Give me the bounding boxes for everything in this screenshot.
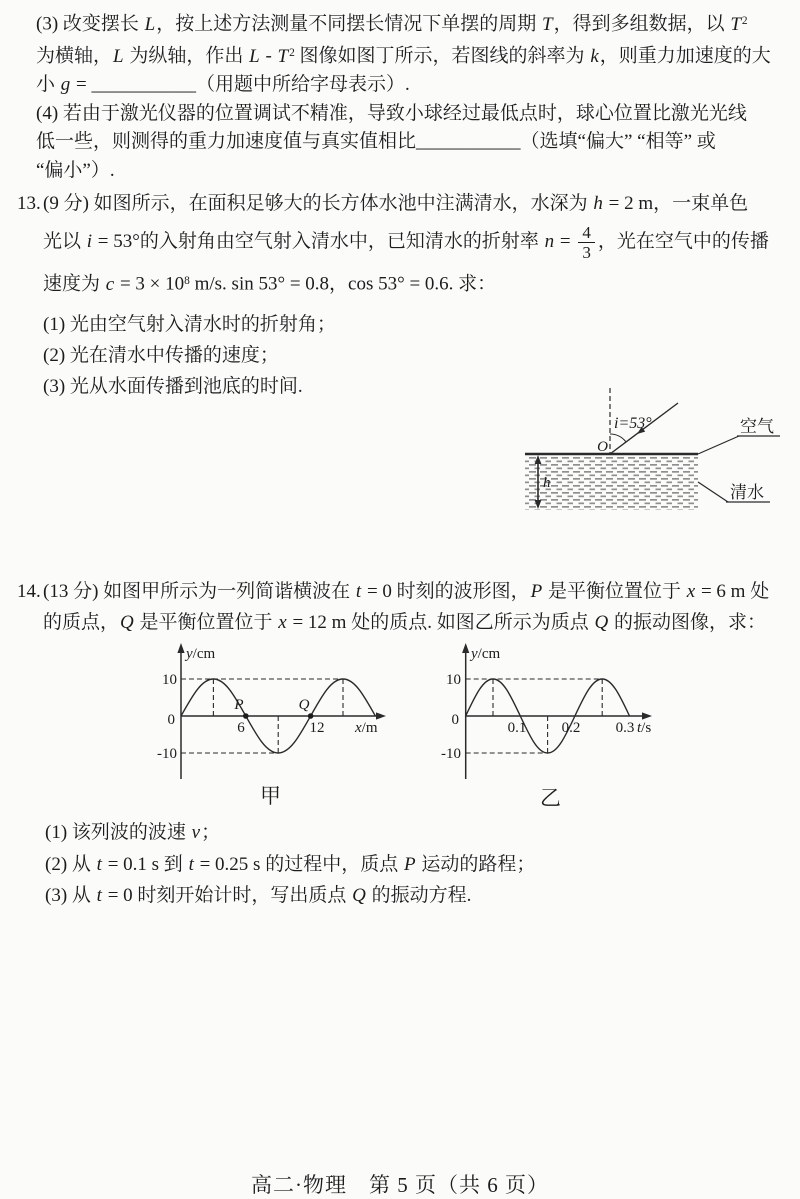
question-14 xyxy=(17,576,783,638)
q12-part4-line-2-blank: 低一些，则测得的重力加速度值与真实值相比___________（选填“偏大” “相等” 或 xyxy=(36,131,716,153)
angle-label: i=53° xyxy=(614,415,652,432)
point-Q-dot xyxy=(308,713,314,719)
y-axis-arrow xyxy=(177,643,184,653)
question-13-number: 13. xyxy=(17,193,41,214)
q13-line-3: 速度为 $c = 3 \times 10^8$ m/s. sin 53° = 0.8，cos 53° = 0.6. 求： xyxy=(43,273,497,295)
x-axis-label: x/m xyxy=(355,720,378,736)
q13-line-1: (9 分) 如图所示，在面积足够大的长方体水池中注满清水，水深为 h = 2 m，一束单色 xyxy=(43,193,749,214)
point-P-label: P xyxy=(234,697,244,713)
y-axis-label: y/cm xyxy=(471,646,501,662)
y-axis-label: y/cm xyxy=(186,646,216,662)
origin-point-label: O xyxy=(597,439,608,455)
refraction-diagram xyxy=(518,386,796,528)
angle-arc xyxy=(610,434,626,442)
q13-subitem-3: (3) 光从水面传播到池底的时间. xyxy=(43,375,303,397)
q12-part3-line-2: 为横轴，L 为纵轴，作出 L - $T^2$ 图像如图丁所示，若图线的斜率为 k，则重力加速度的大 xyxy=(36,45,771,67)
water-body-hatch xyxy=(525,456,698,510)
x-tick-12: 12 xyxy=(309,720,325,736)
waveform-graph-jia xyxy=(155,642,395,792)
x-axis-arrow xyxy=(376,712,386,719)
x-axis-arrow xyxy=(642,712,652,719)
q13-line-2: 光以 i = 53°的入射角由空气射入清水中，已知清水的折射率 n = $\frac{4}{3}$ ，光在空气中的传播 xyxy=(43,223,769,263)
vibration-graph-yi xyxy=(435,642,675,792)
y-tick-10: 10 xyxy=(446,672,461,688)
page-footer: 高二·物理 第 5 页（共 6 页） xyxy=(251,1173,549,1197)
q12-part3-line-1: (3) 改变摆长 L，按上述方法测量不同摆长情况下单摆的周期 T，得到多组数据，以 $T^2$ xyxy=(36,13,748,35)
x-tick-0.2: 0.2 xyxy=(561,720,581,736)
q13-subitem-1: (1) 光由空气射入清水时的折射角； xyxy=(43,313,336,335)
q14-line-2: 的质点，Q 是平衡位置位于 x = 12 m 处的质点. 如图乙所示为质点 Q 的振动图像，求： xyxy=(43,612,766,633)
depth-label: h xyxy=(543,475,551,491)
air-pointer-line xyxy=(698,436,739,454)
graph-yi-caption: 乙 xyxy=(540,786,561,810)
graph-jia-caption: 甲 xyxy=(260,784,281,808)
q14-subitem-3: (3) 从 t = 0 时刻开始计时，写出质点 Q 的振动方程. xyxy=(45,885,472,906)
point-Q-label: Q xyxy=(298,697,310,713)
water-pointer-line xyxy=(698,482,728,502)
q12-part4-line-1: (4) 若由于激光仪器的位置调试不精准，导致小球经过最低点时，球心位置比激光光线 xyxy=(36,102,747,124)
question-14-number: 14. xyxy=(17,581,41,602)
x-tick-0.1: 0.1 xyxy=(507,720,527,736)
air-label: 空气 xyxy=(740,417,774,436)
x-tick-6: 6 xyxy=(237,720,245,736)
x-tick-0.3: 0.3 xyxy=(615,720,635,736)
q14-subitem-2: (2) 从 t = 0.1 s 到 t = 0.25 s 的过程中，质点 P 运动的路程； xyxy=(45,853,536,875)
q12-part4-line-3: “偏小”）. xyxy=(36,159,115,181)
y-tick-neg10: -10 xyxy=(157,746,177,762)
y-tick-0: 0 xyxy=(451,712,459,728)
question-14-subitems xyxy=(45,817,765,912)
q12-part3-line-3-blank: 小 g = ___________（用题中所给字母表示）. xyxy=(36,74,410,96)
question-12-continuation xyxy=(36,7,781,185)
y-axis-arrow xyxy=(462,643,469,653)
q14-subitem-1: (1) 该列波的波速 v； xyxy=(45,822,221,843)
y-tick-0: 0 xyxy=(167,712,175,728)
y-tick-neg10: -10 xyxy=(441,746,461,762)
water-label: 清水 xyxy=(730,483,764,502)
question-13 xyxy=(17,189,783,402)
q13-subitem-2: (2) 光在清水中传播的速度； xyxy=(43,344,279,366)
y-tick-10: 10 xyxy=(162,672,177,688)
q14-line-1: (13 分) 如图甲所示为一列简谐横波在 t = 0 时刻的波形图，P 是平衡位置位于 x = 6 m 处 xyxy=(43,581,770,602)
point-P-dot xyxy=(243,713,249,719)
x-axis-label: t/s xyxy=(637,720,652,736)
